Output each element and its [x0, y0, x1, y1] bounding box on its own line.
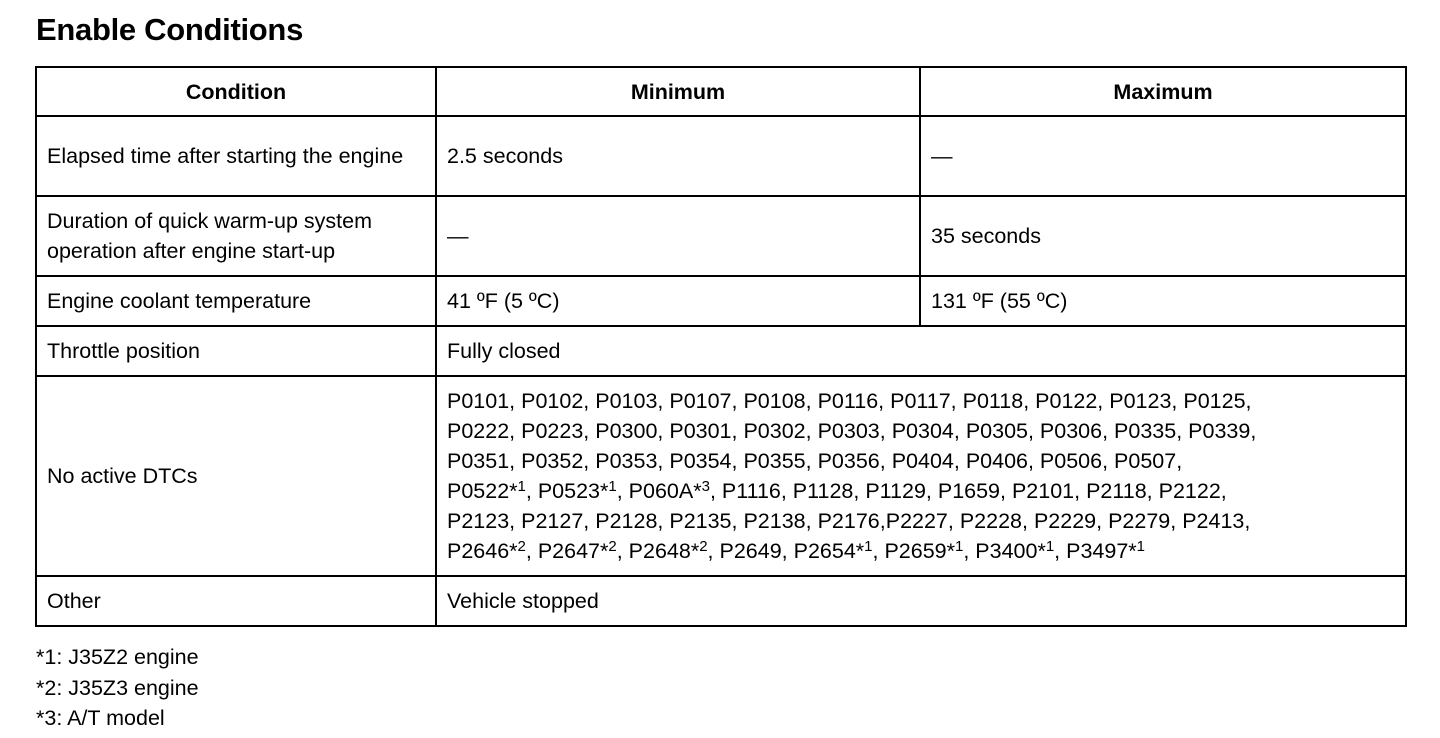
footnote-marker: 2 [517, 538, 526, 555]
footnote-marker: 1 [517, 478, 526, 495]
minimum-cell: 41 ºF (5 ºC) [436, 276, 920, 326]
footnote-marker: 2 [699, 538, 708, 555]
table-row [36, 196, 1406, 276]
footnote-marker: 1 [954, 538, 964, 555]
footnotes [36, 642, 199, 734]
enable-conditions-table [35, 66, 1407, 627]
dtc-code: P0522* [447, 479, 518, 503]
maximum-cell: 35 seconds [920, 196, 1406, 276]
table-row [36, 576, 1406, 626]
table-header-row [36, 67, 1406, 116]
condition-cell: Elapsed time after starting the engine [36, 116, 436, 196]
dtc-code: , P2648* [616, 539, 700, 563]
footnote-marker: 1 [1136, 538, 1145, 555]
dtc-line: P0222, P0223, P0300, P0301, P0302, P0303, P0304, P0305, P0306, P0335, P0339, [447, 419, 1257, 443]
minimum-cell: — [436, 196, 920, 276]
condition-cell: Engine coolant temperature [36, 276, 436, 326]
value-cell: Vehicle stopped [436, 576, 1406, 626]
table-row [36, 116, 1406, 196]
footnote: *3: A/T model [36, 706, 165, 730]
dtc-code: , P0523* [525, 479, 609, 503]
footnote-marker: 2 [608, 538, 617, 555]
dtc-code: , P3400* [963, 539, 1046, 563]
dtc-line: P0351, P0352, P0353, P0354, P0355, P0356, P0404, P0406, P0506, P0507, [447, 449, 1183, 473]
dtc-line: P2123, P2127, P2128, P2135, P2138, P2176,P2227, P2228, P2229, P2279, P2413, [447, 509, 1251, 533]
page-title: Enable Conditions [36, 12, 304, 47]
dtc-code: , P3497* [1054, 539, 1137, 563]
footnote: *1: J35Z2 engine [36, 645, 199, 669]
header-maximum: Maximum [920, 67, 1406, 116]
footnote-marker: 1 [864, 538, 873, 555]
value-cell: Fully closed [436, 326, 1406, 376]
footnote-marker: 3 [701, 478, 710, 495]
minimum-cell: 2.5 seconds [436, 116, 920, 196]
footnote-marker: 1 [608, 478, 617, 495]
dtc-code: , P060A* [616, 479, 702, 503]
table-row [36, 326, 1406, 376]
dtc-code: P2646* [447, 539, 518, 563]
header-minimum: Minimum [436, 67, 920, 116]
table-row [36, 276, 1406, 326]
header-condition: Condition [36, 67, 436, 116]
table-row [36, 376, 1406, 576]
condition-cell: Duration of quick warm-up system operation after engine start-up [36, 196, 436, 276]
dtc-list-cell [436, 376, 1406, 576]
maximum-cell: 131 ºF (55 ºC) [920, 276, 1406, 326]
dtc-line [447, 536, 1395, 566]
dtc-line: P0101, P0102, P0103, P0107, P0108, P0116, P0117, P0118, P0122, P0123, P0125, [447, 389, 1252, 413]
dtc-code: , P2647* [525, 539, 609, 563]
dtc-code: , P1116, P1128, P1129, P1659, P2101, P2118, P2122, [709, 479, 1227, 503]
condition-cell: Throttle position [36, 326, 436, 376]
footnote: *2: J35Z3 engine [36, 675, 199, 700]
condition-cell: No active DTCs [36, 376, 436, 576]
maximum-cell: — [920, 116, 1406, 196]
condition-cell: Other [36, 576, 436, 626]
dtc-code: , P2649, P2654* [707, 539, 865, 563]
dtc-line [447, 476, 1395, 506]
dtc-code: , P2659* [872, 539, 955, 563]
footnote-marker: 1 [1045, 538, 1055, 555]
